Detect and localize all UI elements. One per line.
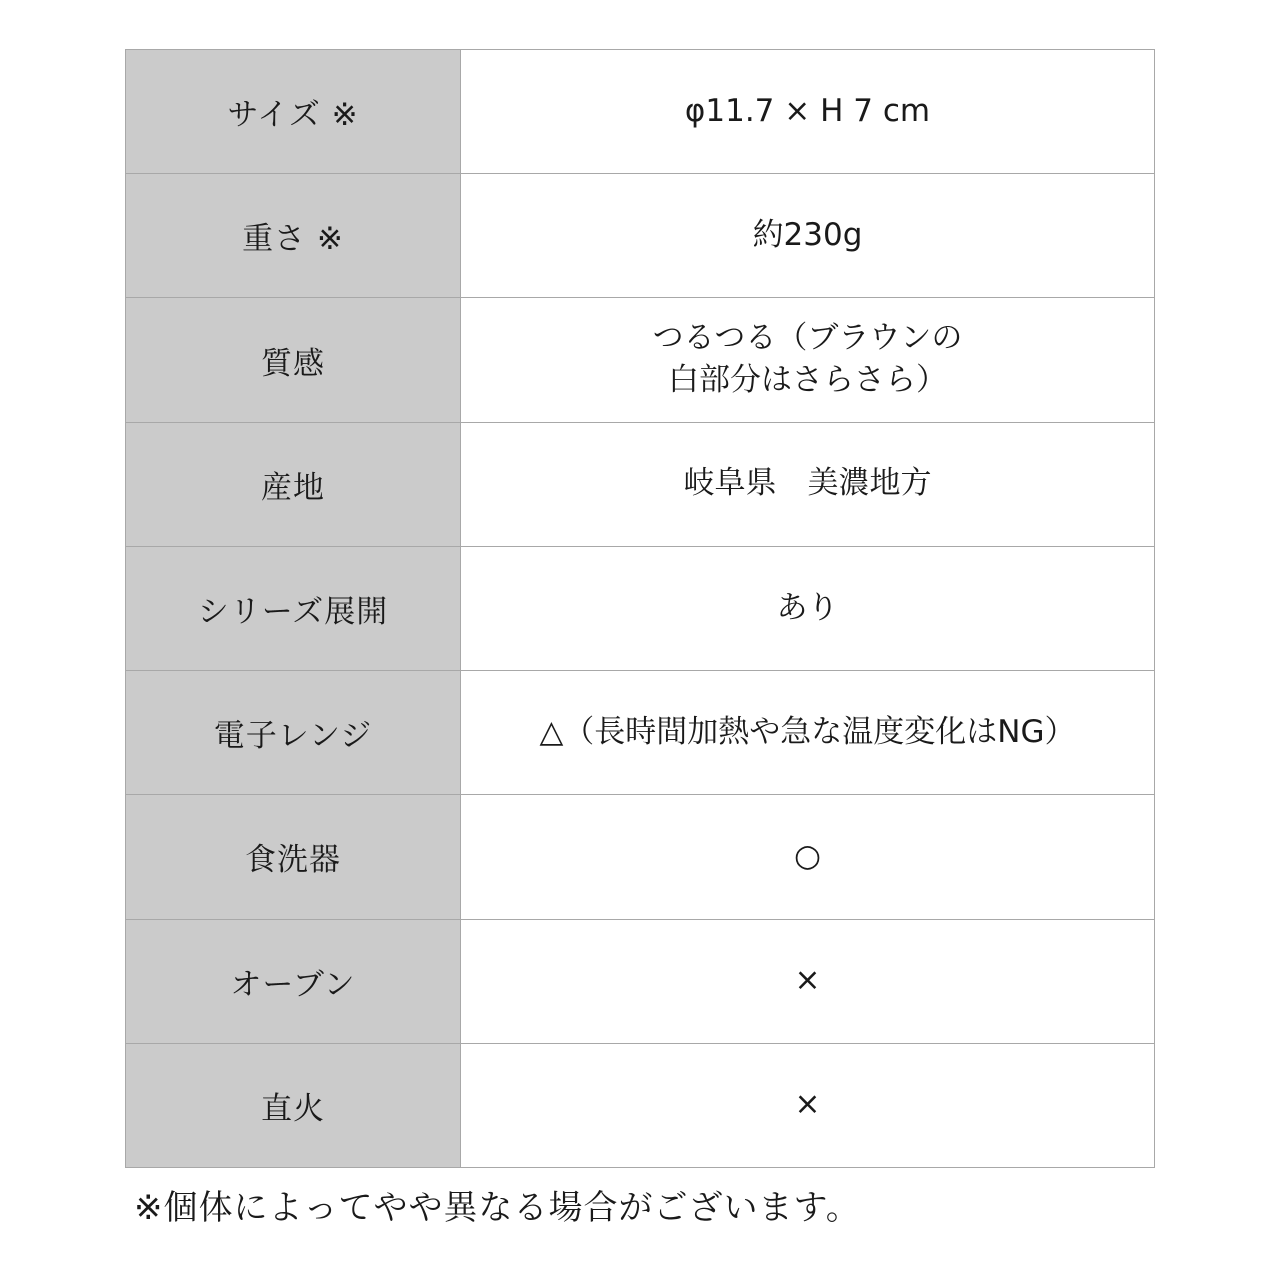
spec-row-size (126, 50, 1154, 174)
spec-table (125, 49, 1155, 1168)
spec-label: サイズ ※ (126, 50, 461, 173)
spec-value: あり (776, 589, 839, 626)
spec-label: 食洗器 (126, 795, 461, 918)
spec-value: ○ (793, 838, 822, 874)
spec-row-weight (126, 174, 1154, 298)
spec-label: オーブン (126, 920, 461, 1043)
spec-row-microwave (126, 671, 1154, 795)
spec-row-origin (126, 423, 1154, 547)
spec-label: 質感 (126, 298, 461, 421)
spec-value: △（長時間加熱や急な温度変化はNG） (539, 713, 1076, 750)
spec-value: つるつる（ブラウンの 白部分はさらさら） (652, 320, 963, 399)
spec-label: シリーズ展開 (126, 547, 461, 670)
spec-value: φ11.7 × H 7 cm (684, 92, 931, 129)
spec-label: 重さ ※ (126, 174, 461, 297)
spec-value: 約230g (752, 216, 863, 253)
spec-row-dishwasher (126, 795, 1154, 919)
spec-value: × (794, 1086, 821, 1123)
spec-row-oven (126, 920, 1154, 1044)
spec-row-texture (126, 298, 1154, 422)
spec-value: × (794, 962, 821, 999)
footnote: ※個体によってやや異なる場合がございます。 (134, 1188, 861, 1228)
spec-row-direct-fire (126, 1044, 1154, 1167)
spec-value: 岐阜県 美濃地方 (683, 465, 932, 502)
spec-row-series (126, 547, 1154, 671)
spec-label: 直火 (126, 1044, 461, 1167)
spec-label: 電子レンジ (126, 671, 461, 794)
spec-label: 産地 (126, 423, 461, 546)
